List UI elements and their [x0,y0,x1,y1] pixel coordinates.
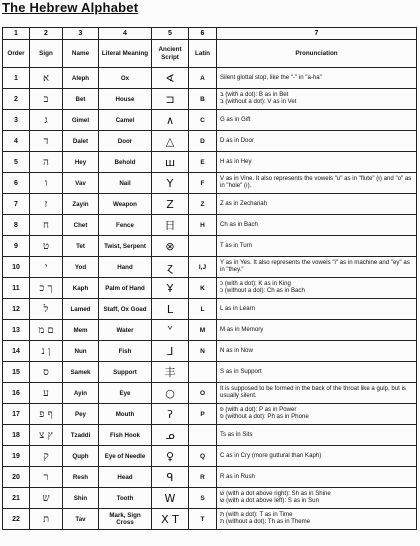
letter-order: 22 [3,509,30,530]
ancient-script-glyph: ⊐ [152,89,189,110]
table-row [3,131,417,152]
letter-name: Kaph [63,278,99,299]
letter-order: 18 [3,425,30,446]
table-row [3,89,417,110]
hebrew-sign: ן נ [30,341,63,362]
ancient-script-glyph: ɀ [152,257,189,278]
table-row [3,320,417,341]
table-row [3,488,417,509]
hebrew-sign: ב [30,89,63,110]
latin-equivalent: M [189,320,217,341]
letter-name: Shin [63,488,99,509]
literal-meaning: Hand [99,257,152,278]
ancient-script-glyph: X T [152,509,189,530]
latin-equivalent: S [189,488,217,509]
letter-order: 9 [3,236,30,257]
latin-equivalent: A [189,68,217,89]
page-title: The Hebrew Alphabet [2,0,139,15]
column-number: 3 [63,28,99,40]
table-row [3,194,417,215]
letter-name: Mem [63,320,99,341]
pronunciation-text: N as in Now [217,341,417,362]
letter-name: Resh [63,467,99,488]
latin-equivalent: P [189,404,217,425]
ancient-script-glyph: Ұ [152,278,189,299]
ancient-script-glyph: ᒧ [152,341,189,362]
header-literal-meaning: Literal Meaning [99,40,152,68]
pronunciation-text: T as in Turn [217,236,417,257]
hebrew-sign: ק [30,446,63,467]
literal-meaning: Eye [99,383,152,404]
letter-name: Vav [63,173,99,194]
letter-name: Lamed [63,299,99,320]
letter-name: Chet [63,215,99,236]
hebrew-sign: ע [30,383,63,404]
column-number: 2 [30,28,63,40]
letter-name: Dalet [63,131,99,152]
ancient-script-glyph: ∧ [152,110,189,131]
latin-equivalent: N [189,341,217,362]
latin-equivalent: C [189,110,217,131]
letter-order: 10 [3,257,30,278]
letter-order: 11 [3,278,30,299]
literal-meaning: Water [99,320,152,341]
letter-name: Tet [63,236,99,257]
table-row [3,215,417,236]
ancient-script-glyph: 丰 [152,362,189,383]
ancient-script-glyph: W [152,488,189,509]
literal-meaning: Weapon [99,194,152,215]
letter-order: 13 [3,320,30,341]
literal-meaning: House [99,89,152,110]
pronunciation-text: Silent glottal stop, like the "-" in "a-ha" [217,68,417,89]
pronunciation-text: בּ (with a dot): B as in Bet ב (without a dot): V as in Vet [217,89,417,110]
literal-meaning: Ox [99,68,152,89]
literal-meaning: Twist, Serpent [99,236,152,257]
pronunciation-text: Ts as in Sits [217,425,417,446]
letter-order: 12 [3,299,30,320]
latin-equivalent: T [189,509,217,530]
ancient-script-glyph: Y [152,173,189,194]
header-sign: Sign [30,40,63,68]
letter-order: 15 [3,362,30,383]
hebrew-sign: א [30,68,63,89]
hebrew-sign: ג [30,110,63,131]
letter-name: Yod [63,257,99,278]
latin-equivalent: Q [189,446,217,467]
table-row [3,299,417,320]
ancient-script-glyph: ʔ [152,404,189,425]
ancient-script-glyph: 日 [152,215,189,236]
letter-order: 21 [3,488,30,509]
pronunciation-text: שׁ (with a dot above right): Sh as in Shine שׂ (with a dot above left): S as in Sun [217,488,417,509]
ancient-script-glyph: ᘁ [152,320,189,341]
header-name: Name [63,40,99,68]
table-row [3,467,417,488]
pronunciation-text: D as in Door [217,131,417,152]
letter-order: 20 [3,467,30,488]
ancient-script-glyph: △ [152,131,189,152]
hebrew-sign: ט [30,236,63,257]
hebrew-sign: ר [30,467,63,488]
hebrew-sign: ל [30,299,63,320]
pronunciation-text: פּ (with a dot): P as in Power פ (without a dot): Ph as in Phone [217,404,417,425]
pronunciation-text: תּ (with a dot): T as in Time ת (without a dot): Th as in Theme [217,509,417,530]
literal-meaning: Fish [99,341,152,362]
literal-meaning: Door [99,131,152,152]
header-order: Order [3,40,30,68]
alphabet-table [2,27,417,530]
literal-meaning: Behold [99,152,152,173]
letter-order: 5 [3,152,30,173]
hebrew-sign: ש [30,488,63,509]
latin-equivalent: B [189,89,217,110]
ancient-script-glyph: ∢ [152,68,189,89]
letter-order: 17 [3,404,30,425]
letter-order: 19 [3,446,30,467]
pronunciation-text: S as in Support [217,362,417,383]
letter-order: 6 [3,173,30,194]
literal-meaning: Mouth [99,404,152,425]
table-row [3,278,417,299]
table-row [3,110,417,131]
latin-equivalent: F [189,173,217,194]
letter-order: 7 [3,194,30,215]
letter-name: Hey [63,152,99,173]
literal-meaning: Fence [99,215,152,236]
letter-order: 16 [3,383,30,404]
latin-equivalent: Z [189,194,217,215]
table-row [3,446,417,467]
hebrew-sign: ת [30,509,63,530]
table-row [3,425,417,446]
hebrew-sign: ך כ [30,278,63,299]
latin-equivalent: E [189,152,217,173]
header-latin: Latin [189,40,217,68]
pronunciation-text: כּ (with a dot): K as in King כ (without a dot): Ch as in Bach [217,278,417,299]
letter-order: 14 [3,341,30,362]
letter-order: 4 [3,131,30,152]
latin-equivalent [189,362,217,383]
letter-order: 2 [3,89,30,110]
pronunciation-text: Z as in Zechariah [217,194,417,215]
hebrew-sign: ץ צ [30,425,63,446]
header-pronunciation: Pronunciation [217,40,417,68]
table-row [3,236,417,257]
pronunciation-text: Y as in Yes. It also represents the vowels "i" as in machine and "ey" as in "they." [217,257,417,278]
ancient-script-glyph: ♀ [152,446,189,467]
ancient-script-glyph: ○ [152,383,189,404]
literal-meaning: Fish Hook [99,425,152,446]
header-row [3,40,417,68]
column-number: 4 [99,28,152,40]
table-row [3,341,417,362]
pronunciation-text: C as in Cry (more guttural than Kaph) [217,446,417,467]
latin-equivalent: D [189,131,217,152]
letter-name: Quph [63,446,99,467]
literal-meaning: Tooth [99,488,152,509]
literal-meaning: Nail [99,173,152,194]
table-row [3,68,417,89]
pronunciation-text: L as in Learn [217,299,417,320]
hebrew-sign: ד [30,131,63,152]
letter-order: 3 [3,110,30,131]
pronunciation-text: Ch as in Bach [217,215,417,236]
hebrew-sign: ו [30,173,63,194]
latin-equivalent: I,J [189,257,217,278]
literal-meaning: Mark, Sign Cross [99,509,152,530]
letter-name: Tav [63,509,99,530]
hebrew-sign: ה [30,152,63,173]
column-number: 6 [189,28,217,40]
literal-meaning: Head [99,467,152,488]
latin-equivalent: H [189,215,217,236]
pronunciation-text: It is supposed to be formed in the back of the throat like a gulp, but is usually silent. [217,383,417,404]
table-row [3,152,417,173]
ancient-script-glyph: ᑫ [152,467,189,488]
latin-equivalent [189,236,217,257]
literal-meaning: Palm of Hand [99,278,152,299]
column-number-row [3,28,417,40]
hebrew-sign: ף פ [30,404,63,425]
ancient-script-glyph: ш [152,152,189,173]
table-row [3,362,417,383]
ancient-script-glyph: L [152,299,189,320]
pronunciation-text: H as in Hey [217,152,417,173]
column-number: 1 [3,28,30,40]
literal-meaning: Staff, Ox Goad [99,299,152,320]
hebrew-sign: ס [30,362,63,383]
hebrew-sign: ח [30,215,63,236]
column-number: 5 [152,28,189,40]
latin-equivalent: R [189,467,217,488]
column-number: 7 [217,28,417,40]
letter-name: Nun [63,341,99,362]
ancient-script-glyph: ᓄ [152,425,189,446]
pronunciation-text: M as in Memory [217,320,417,341]
latin-equivalent: L [189,299,217,320]
hebrew-sign: ם מ [30,320,63,341]
table-row [3,404,417,425]
letter-name: Samek [63,362,99,383]
letter-name: Bet [63,89,99,110]
latin-equivalent: K [189,278,217,299]
header-ancient-script: Ancient Script [152,40,189,68]
latin-equivalent: O [189,383,217,404]
pronunciation-text: V as in Vine. It also represents the vowels "u" as in "flute" (וּ) and "o" as in "hole" (וֹ). [217,173,417,194]
letter-order: 1 [3,68,30,89]
pronunciation-text: R as in Rush [217,467,417,488]
literal-meaning: Camel [99,110,152,131]
letter-name: Aleph [63,68,99,89]
hebrew-sign: י [30,257,63,278]
letter-name: Pey [63,404,99,425]
table-row [3,509,417,530]
letter-name: Tzaddi [63,425,99,446]
letter-name: Gimel [63,110,99,131]
letter-name: Ayin [63,383,99,404]
table-row [3,383,417,404]
table-row [3,173,417,194]
table-row [3,257,417,278]
letter-order: 8 [3,215,30,236]
hebrew-sign: ז [30,194,63,215]
pronunciation-text: G as in Gift [217,110,417,131]
latin-equivalent [189,425,217,446]
letter-name: Zayin [63,194,99,215]
ancient-script-glyph: Z [152,194,189,215]
ancient-script-glyph: ⊗ [152,236,189,257]
literal-meaning: Support [99,362,152,383]
literal-meaning: Eye of Needle [99,446,152,467]
